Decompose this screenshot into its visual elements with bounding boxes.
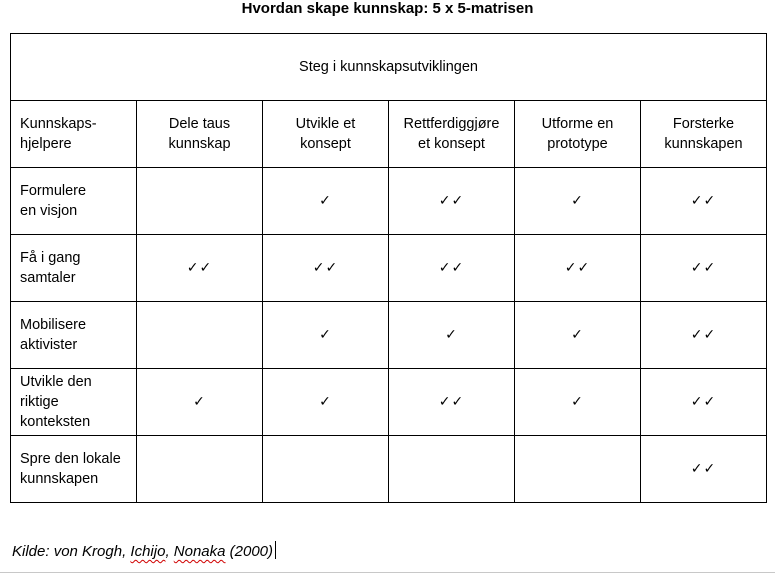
corner-header-line: Kunnskaps-: [20, 116, 97, 132]
check-cell: ✓: [515, 168, 641, 235]
check-cell: ✓✓: [641, 369, 767, 436]
column-header-line: kunnskapen: [664, 136, 743, 152]
column-header-line: Utvikle et: [295, 116, 356, 132]
column-header-line: konsept: [300, 136, 351, 152]
check-cell: ✓✓: [263, 235, 389, 302]
column-header-line: kunnskap: [168, 136, 231, 152]
check-cell: ✓✓: [641, 168, 767, 235]
corner-header: [11, 101, 137, 168]
row-header: [11, 302, 137, 369]
column-header-line: et konsept: [418, 136, 485, 152]
table-row: [11, 436, 767, 503]
table-row: [11, 369, 767, 436]
knowledge-matrix-table: [10, 33, 767, 503]
check-cell: [137, 168, 263, 235]
table-row: [11, 302, 767, 369]
text-cursor: [275, 541, 276, 559]
check-cell: ✓✓: [389, 235, 515, 302]
check-cell: ✓: [263, 369, 389, 436]
row-header-line: Få i gang: [20, 250, 81, 266]
row-header-line: aktivister: [20, 337, 78, 353]
column-header: [641, 101, 767, 168]
row-header-line: Spre den lokale: [20, 451, 121, 467]
check-cell: ✓✓: [641, 235, 767, 302]
document-title: Hvordan skape kunnskap: 5 x 5-matrisen: [241, 0, 534, 17]
check-cell: ✓✓: [389, 369, 515, 436]
check-cell: ✓✓: [389, 168, 515, 235]
row-header-line: samtaler: [20, 270, 76, 286]
bottom-divider: [0, 572, 775, 573]
table-row: [11, 168, 767, 235]
source-suffix: (2000): [225, 543, 274, 560]
table-row: [11, 235, 767, 302]
row-header: [11, 168, 137, 235]
row-header-line: konteksten: [20, 414, 91, 430]
row-header: [11, 436, 137, 503]
row-header-line: Formulere: [20, 183, 87, 199]
row-header-line: en visjon: [20, 203, 78, 219]
source-separator: ,: [165, 543, 174, 560]
check-cell: ✓✓: [641, 436, 767, 503]
source-citation[interactable]: [12, 541, 276, 562]
check-cell: ✓: [263, 302, 389, 369]
check-cell: ✓: [389, 302, 515, 369]
check-cell: [389, 436, 515, 503]
check-cell: [137, 436, 263, 503]
column-header: [515, 101, 641, 168]
check-cell: [515, 436, 641, 503]
check-cell: ✓: [137, 369, 263, 436]
spellcheck-word[interactable]: Ichijo: [130, 543, 166, 560]
row-header: [11, 235, 137, 302]
source-prefix: Kilde: von Krogh,: [12, 543, 131, 560]
check-cell: ✓: [515, 369, 641, 436]
column-header: [263, 101, 389, 168]
column-header-line: Dele taus: [168, 116, 231, 132]
check-cell: ✓: [515, 302, 641, 369]
check-cell: ✓: [263, 168, 389, 235]
check-cell: [137, 302, 263, 369]
table-top-header: Steg i kunnskapsutviklingen: [11, 34, 767, 101]
column-header: [137, 101, 263, 168]
check-cell: ✓✓: [641, 302, 767, 369]
column-header-line: Utforme en: [541, 116, 614, 132]
column-header: [389, 101, 515, 168]
corner-header-line: hjelpere: [20, 136, 72, 152]
row-header-line: Utvikle den: [20, 374, 92, 390]
row-header: [11, 369, 137, 436]
row-header-line: kunnskapen: [20, 471, 99, 487]
column-header-line: Rettferdiggjøre: [403, 116, 500, 132]
spellcheck-word[interactable]: Nonaka: [173, 543, 226, 560]
column-header-line: Forsterke: [672, 116, 735, 132]
column-header-row: [11, 101, 767, 168]
row-header-line: riktige: [20, 394, 59, 410]
check-cell: ✓✓: [515, 235, 641, 302]
check-cell: [263, 436, 389, 503]
row-header-line: Mobilisere: [20, 317, 87, 333]
check-cell: ✓✓: [137, 235, 263, 302]
column-header-line: prototype: [547, 136, 608, 152]
